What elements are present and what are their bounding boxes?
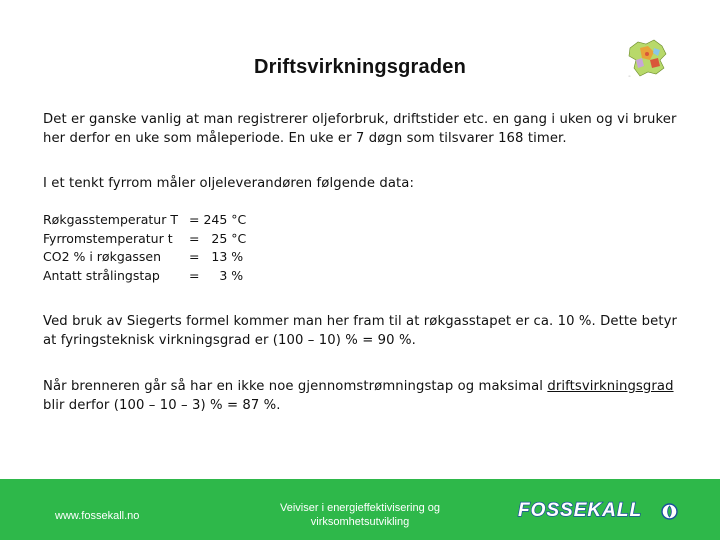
footer-tagline-line1: Veiviser i energieffektivisering og	[280, 502, 440, 514]
measurement-label: Fyrromstemperatur t	[43, 230, 173, 246]
measurement-value: = 3 %	[189, 267, 244, 283]
fossekall-mark-icon	[661, 503, 678, 520]
measurement-label: Røkgasstemperatur T	[43, 212, 178, 227]
measurement-table	[43, 211, 283, 285]
conclusion-paragraph	[43, 377, 683, 415]
footer-tagline-line2: virksomhetsutvikling	[310, 516, 410, 528]
footer-website-link[interactable]: www.fossekall.no	[55, 510, 140, 522]
measurement-row	[43, 230, 283, 249]
driftsvirkningsgrad-term: driftsvirkningsgrad	[547, 379, 674, 394]
measurement-row	[43, 248, 283, 267]
measurement-row	[43, 211, 283, 230]
siegert-paragraph: Ved bruk av Siegerts formel kommer man her fram til at røkgasstapet er ca. 10 %. Dette betyr at fyringsteknisk virkningsgrad er (100 – 10) % = 90 %.	[43, 314, 678, 348]
conclusion-text-before: Når brenneren går så har en ikke noe gjennomstrømningstap og maksimal	[43, 379, 548, 394]
conclusion-text-after: blir derfor (100 – 10 – 3) % = 87 %.	[43, 398, 281, 413]
measurement-row	[43, 267, 283, 286]
footer-tagline	[270, 501, 450, 529]
svg-text:◦: ◦	[628, 74, 631, 80]
measurement-value: = 25 °C	[189, 230, 247, 246]
intro-paragraph: Det er ganske vanlig at man registrerer oljeforbruk, driftstider etc. en gang i uken og vi bruker her derfor en uke som måleperiode. En uke er 7 døgn som tilsvarer 168 timer.	[43, 112, 677, 146]
page-title: Driftsvirkningsgraden	[253, 56, 467, 78]
measurement-label: Antatt strålingstap	[43, 267, 160, 283]
measurement-value: = 13 %	[189, 249, 244, 265]
measurement-label: CO2 % i røkgassen	[43, 249, 162, 265]
lead-paragraph: I et tenkt fyrrom måler oljeleverandøren følgende data:	[43, 176, 415, 191]
footer-bar	[0, 479, 720, 540]
measurement-value: = 245 °C	[189, 212, 247, 227]
norway-map-icon	[626, 38, 670, 80]
fossekall-logo: FOSSEKALL	[518, 500, 643, 521]
